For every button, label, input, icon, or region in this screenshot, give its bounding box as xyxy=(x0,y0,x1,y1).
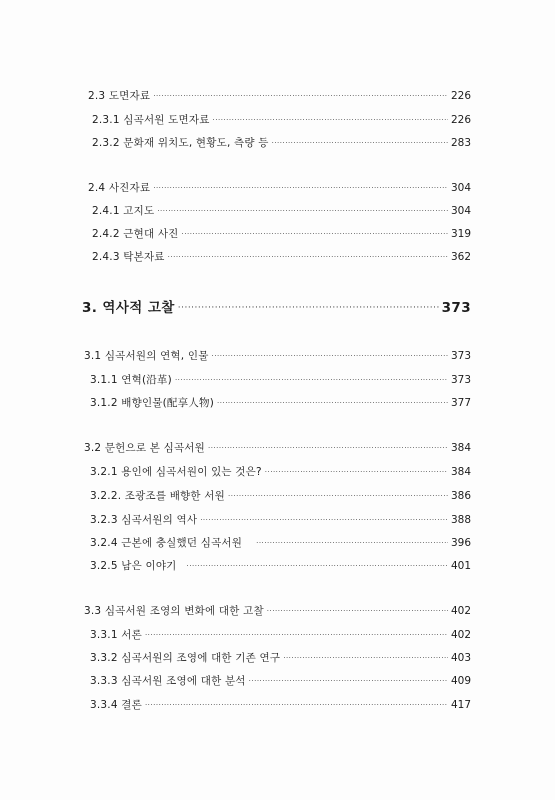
toc-entry-label: 3.2.4 근본에 충실했던 심곡서원 xyxy=(90,537,243,549)
toc-entry-2-3-1 xyxy=(0,112,555,130)
toc-entry-3-3-3 xyxy=(0,673,555,691)
toc-entry-page: 304 xyxy=(450,205,471,217)
toc-entry-label: 3.1 심곡서원의 연혁, 인물 xyxy=(84,350,209,362)
toc-entry-label: 2.4.2 근현대 사진 xyxy=(92,228,179,240)
toc-entry-3-3-1 xyxy=(0,627,555,645)
toc-entry-label: 2.3.2 문화재 위치도, 현황도, 측량 등 xyxy=(92,137,269,149)
toc-entry-page: 373 xyxy=(450,374,471,386)
toc-entry-page: 384 xyxy=(450,466,471,478)
dot-leader xyxy=(212,352,448,360)
dot-leader xyxy=(213,116,448,124)
toc-entry-label: 2.3.1 심곡서원 도면자료 xyxy=(92,114,210,126)
dot-leader xyxy=(157,207,448,215)
dot-leader xyxy=(217,399,448,407)
toc-entry-page: 402 xyxy=(450,629,471,641)
toc-entry-page: 417 xyxy=(450,699,471,711)
toc-chapter-3 xyxy=(0,296,555,318)
toc-entry-page: 362 xyxy=(450,251,471,263)
dot-leader xyxy=(175,376,448,384)
toc-entry-page: 283 xyxy=(450,137,471,149)
dot-leader xyxy=(153,92,448,100)
toc-entry-3-2-2 xyxy=(0,488,555,506)
toc-entry-label: 2.4 사진자료 xyxy=(88,182,151,194)
toc-entry-3-1 xyxy=(0,348,555,366)
toc-entry-page: 319 xyxy=(450,228,471,240)
toc-entry-label: 2.3 도면자료 xyxy=(88,90,151,102)
toc-entry-2-4-1 xyxy=(0,203,555,221)
toc-entry-label: 3.3.3 심곡서원 조영에 대한 분석 xyxy=(90,675,246,687)
dot-leader xyxy=(145,631,448,639)
toc-entry-page: 386 xyxy=(450,490,471,502)
dot-leader xyxy=(182,230,448,238)
toc-entry-3-1-2 xyxy=(0,395,555,413)
toc-entry-page: 373 xyxy=(441,300,471,316)
dot-leader xyxy=(249,677,448,685)
toc-entry-3-3-4 xyxy=(0,697,555,715)
toc-entry-label: 3.2.3 심곡서원의 역사 xyxy=(90,514,198,526)
toc-entry-page: 377 xyxy=(450,397,471,409)
toc-entry-page: 226 xyxy=(450,90,471,102)
toc-entry-page: 226 xyxy=(450,114,471,126)
toc-entry-2-3-2 xyxy=(0,135,555,153)
toc-entry-3-3-2 xyxy=(0,650,555,668)
toc-entry-2-4-3 xyxy=(0,249,555,267)
toc-entry-label: 3.1.2 배향인물(配享人物) xyxy=(90,397,215,409)
toc-entry-label: 3.2.1 용인에 심곡서원이 있는 것은? xyxy=(90,466,262,478)
toc-entry-label: 3.3.2 심곡서원의 조영에 대한 기존 연구 xyxy=(90,652,281,664)
toc-entry-3-2 xyxy=(0,440,555,458)
toc-entry-page: 403 xyxy=(450,652,471,664)
toc-entry-2-4 xyxy=(0,180,555,198)
toc-entry-3-1-1 xyxy=(0,372,555,390)
toc-entry-label: 3. 역사적 고찰 xyxy=(82,300,175,316)
toc-entry-page: 388 xyxy=(450,514,471,526)
toc-entry-3-2-4 xyxy=(0,535,555,553)
toc-entry-label: 3.2 문헌으로 본 심곡서원 xyxy=(84,442,205,454)
dot-leader xyxy=(178,303,439,313)
dot-leader xyxy=(200,516,448,524)
toc-entry-3-2-1 xyxy=(0,464,555,482)
toc-entry-page: 373 xyxy=(450,350,471,362)
dot-leader xyxy=(168,253,448,261)
dot-leader xyxy=(256,539,448,547)
toc-entry-label: 3.3.1 서론 xyxy=(90,629,142,641)
toc-entry-3-3 xyxy=(0,603,555,621)
dot-leader xyxy=(187,562,448,570)
toc-entry-page: 384 xyxy=(450,442,471,454)
toc-entry-page: 304 xyxy=(450,182,471,194)
dot-leader xyxy=(145,701,448,709)
toc-entry-label: 3.3 심곡서원 조영의 변화에 대한 고찰 xyxy=(84,605,264,617)
toc-entry-page: 402 xyxy=(450,605,471,617)
dot-leader xyxy=(265,468,448,476)
toc-entry-page: 409 xyxy=(450,675,471,687)
dot-leader xyxy=(153,184,448,192)
toc-entry-page: 396 xyxy=(450,537,471,549)
toc-entry-page: 401 xyxy=(450,560,471,572)
toc-entry-label: 2.4.1 고지도 xyxy=(92,205,155,217)
toc-entry-2-4-2 xyxy=(0,226,555,244)
toc-entry-3-2-5 xyxy=(0,558,555,576)
toc-entry-label: 3.2.5 남은 이야기 xyxy=(90,560,177,572)
toc-entry-label: 2.4.3 탁본자료 xyxy=(92,251,165,263)
toc-entry-3-2-3 xyxy=(0,512,555,530)
dot-leader xyxy=(267,607,448,615)
toc-entry-label: 3.1.1 연혁(沿革) xyxy=(90,374,172,386)
dot-leader xyxy=(272,139,448,147)
toc-entry-2-3 xyxy=(0,88,555,106)
dot-leader xyxy=(228,492,448,500)
dot-leader xyxy=(208,444,448,452)
dot-leader xyxy=(283,654,448,662)
toc-entry-label: 3.3.4 결론 xyxy=(90,699,142,711)
toc-entry-label: 3.2.2. 조광조를 배향한 서원 xyxy=(90,490,225,502)
